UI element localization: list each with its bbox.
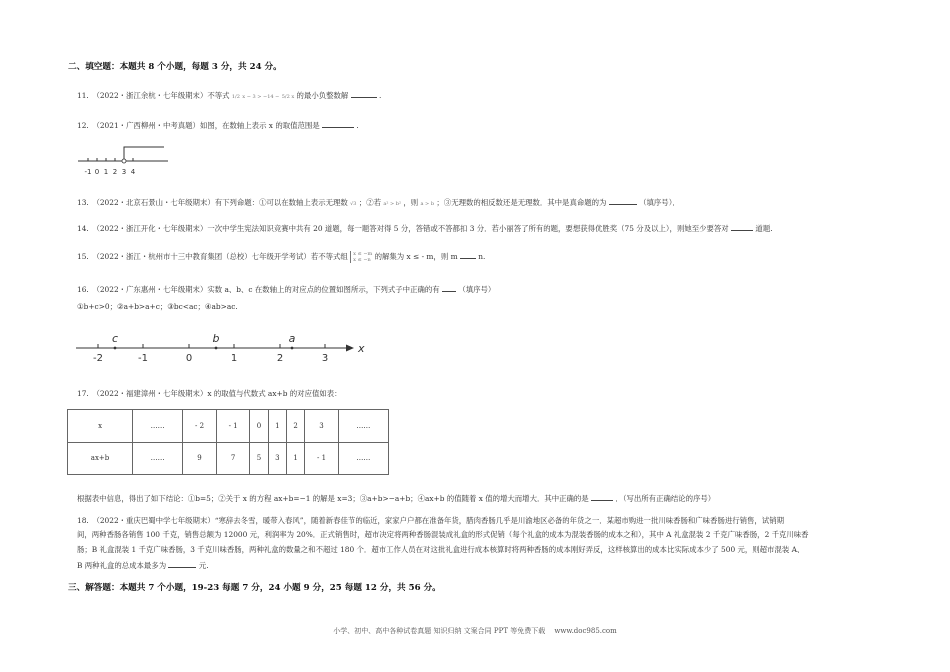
table-cell: 1 — [268, 410, 286, 443]
table-cell: …… — [133, 442, 183, 475]
nl2-point-c: c — [111, 332, 119, 345]
table-cell: - 1 — [305, 442, 339, 475]
number-line-q16 — [76, 330, 366, 364]
table-cell: …… — [338, 442, 388, 475]
q11-prefix: 11. （2022・浙江余杭・七年级期末）不等式 — [77, 91, 230, 100]
question-12: 12. （2021・广西柳州・中考真题）如图，在数轴上表示 x 的取值范围是 . — [77, 121, 359, 130]
section-title-answer: 三、解答题：本题共 7 个小题，19-23 每题 7 分，24 小题 9 分，25 每题 12 分，共 56 分。 — [68, 583, 441, 593]
q18-line-4: B 两种礼盒的总成本最多为 元. — [77, 561, 209, 570]
page-footer: 小学、初中、高中各种试卷真题 知识归纳 文案合同 PPT 等免费下载 www.doc985.com — [333, 627, 617, 635]
q11-fraction-1-2: 1/2 — [231, 94, 240, 100]
section-title-fill-in: 二、填空题：本题共 8 个小题，每题 3 分，共 24 分。 — [68, 62, 282, 72]
q17-conclusions: 根据表中信息，得出了如下结论：①b=5；②关于 x 的方程 ax+b=−1 的解是 x=3；③a+b>−a+b；④ax+b 的值随着 x 值的增大而增大．其中正确的是 ．（写出所有正确结论的序号） — [77, 494, 716, 503]
table-cell: x — [68, 410, 133, 443]
question-16: 16. （2022・广东惠州・七年级期末）实数 a、b、c 在数轴上的对应点的位置如图所示，下列式子中正确的有 （填序号） — [77, 285, 496, 294]
table-cell: 7 — [216, 442, 250, 475]
table-cell: 9 — [183, 442, 217, 475]
nl2-axis-label: x — [358, 342, 365, 355]
q12-blank — [322, 119, 354, 128]
nl2-tick-label: 1 — [230, 353, 238, 364]
nl2-tick-label: 0 — [185, 353, 193, 364]
table-cell: 0 — [250, 410, 268, 443]
nl1-tick-label: 1 — [103, 168, 109, 176]
nl1-tick-label: -1 — [84, 168, 92, 176]
question-17: 17. （2022・福建漳州・七年级期末）x 的取值与代数式 ax+b 的对应值如表： — [77, 389, 342, 398]
q13-blank — [609, 196, 637, 205]
question-13: 13. （2022・北京石景山・七年级期末）有下列命题：①可以在数轴上表示无理数 √3 ；②若 a² > b² ，则 a > b ；③无理数的相反数还是无理数．其中是真命题的为 （填序号）． — [77, 198, 680, 207]
table-cell: …… — [338, 410, 388, 443]
q16-blank — [442, 283, 456, 292]
nl2-tick-label: -1 — [138, 353, 148, 364]
value-table — [67, 409, 389, 475]
table-cell: 3 — [305, 410, 339, 443]
q18-blank — [168, 559, 196, 568]
nl2-point-a: a — [288, 332, 296, 345]
question-11: 11. （2022・浙江余杭・七年级期末）不等式 1/2 x − 3 > −14 − 5/2 x 的最小负整数解 . — [77, 91, 382, 100]
nl2-tick-label: 3 — [321, 353, 329, 364]
table-cell: 2 — [286, 410, 304, 443]
table-cell: 5 — [250, 442, 268, 475]
table-cell: ax+b — [68, 442, 133, 475]
q15-system: x ≤ −m x ≤ −n — [350, 251, 372, 263]
nl1-tick-label: 3 — [121, 168, 127, 176]
q18-line-2: 间，两种香肠各销售 100 千克，销售总额为 12000 元，利润率为 20%．正式销售时，超市决定将两种香肠混装成礼盒的形式促销（每个礼盒的成本为混装香肠的成本之和），其中 A 礼盒混装 2 千克广味香肠，2 千克川味香 — [77, 530, 809, 539]
nl1-tick-label: 2 — [112, 168, 118, 176]
q13-concl: a > b — [420, 201, 435, 207]
table-row — [68, 442, 389, 475]
q11-fraction-5-2x: 5/2 x — [281, 94, 295, 100]
nl2-tick-label: -2 — [93, 353, 103, 364]
q18-line-3: 肠；B 礼盒混装 1 千克广味香肠，3 千克川味香肠，两种礼盒的数量之和不超过 180 个．超市工作人员在对这批礼盒进行成本核算时将两种香肠的成本刚好弄反，这样核算出的成本比实际成本少了 500 元，则超市混装 A、 — [77, 545, 805, 554]
question-14: 14. （2022・浙江开化・七年级期末）一次中学生宪法知识竞赛中共有 20 道题，每一题答对得 5 分，答错或不答都扣 3 分．若小丽答了所有的题，要想获得优胜奖（75 分及以上），则她至少要答对 道题. — [77, 224, 773, 233]
q13-cond: a² > b² — [383, 201, 401, 207]
q15-blank — [460, 250, 476, 259]
q14-blank — [731, 222, 753, 231]
q13-sqrt3: √3 — [350, 201, 357, 207]
q16-options: ①b+c>0；②a+b>a+c；③bc<ac；④ab>ac. — [77, 302, 238, 311]
nl1-tick-label: 0 — [94, 168, 100, 176]
q11-suffix: 的最小负整数解 — [296, 91, 349, 100]
nl2-tick-label: 2 — [276, 353, 284, 364]
nl2-point-b: b — [212, 332, 220, 345]
q17-blank — [591, 492, 613, 501]
table-cell: 1 — [286, 442, 304, 475]
table-cell: - 1 — [216, 410, 250, 443]
number-line-q12 — [78, 143, 174, 179]
q11-blank — [351, 89, 377, 98]
nl1-tick-label: 4 — [130, 168, 136, 176]
table-row — [68, 410, 389, 443]
q11-formula: x − 3 > −14 − — [242, 94, 280, 100]
question-15: 15. （2022・浙江・杭州市十三中教育集团（总校）七年级开学考试）若不等式组 x ≤ −m x ≤ −n 的解集为 x ≤ - m，则 m n. — [77, 251, 486, 263]
table-cell: …… — [133, 410, 183, 443]
q18-line-1: 18. （2022・重庆巴蜀中学七年级期末）“寒辞去冬雪，暖带入春风”，随着新春佳节的临近，家家户户都在准备年货，腊肉香肠几乎是川渝地区必备的年货之一．某超市购进一批川味香肠和广味香肠进行销售，试销期 — [77, 516, 784, 525]
table-cell: 3 — [268, 442, 286, 475]
table-cell: - 2 — [183, 410, 217, 443]
